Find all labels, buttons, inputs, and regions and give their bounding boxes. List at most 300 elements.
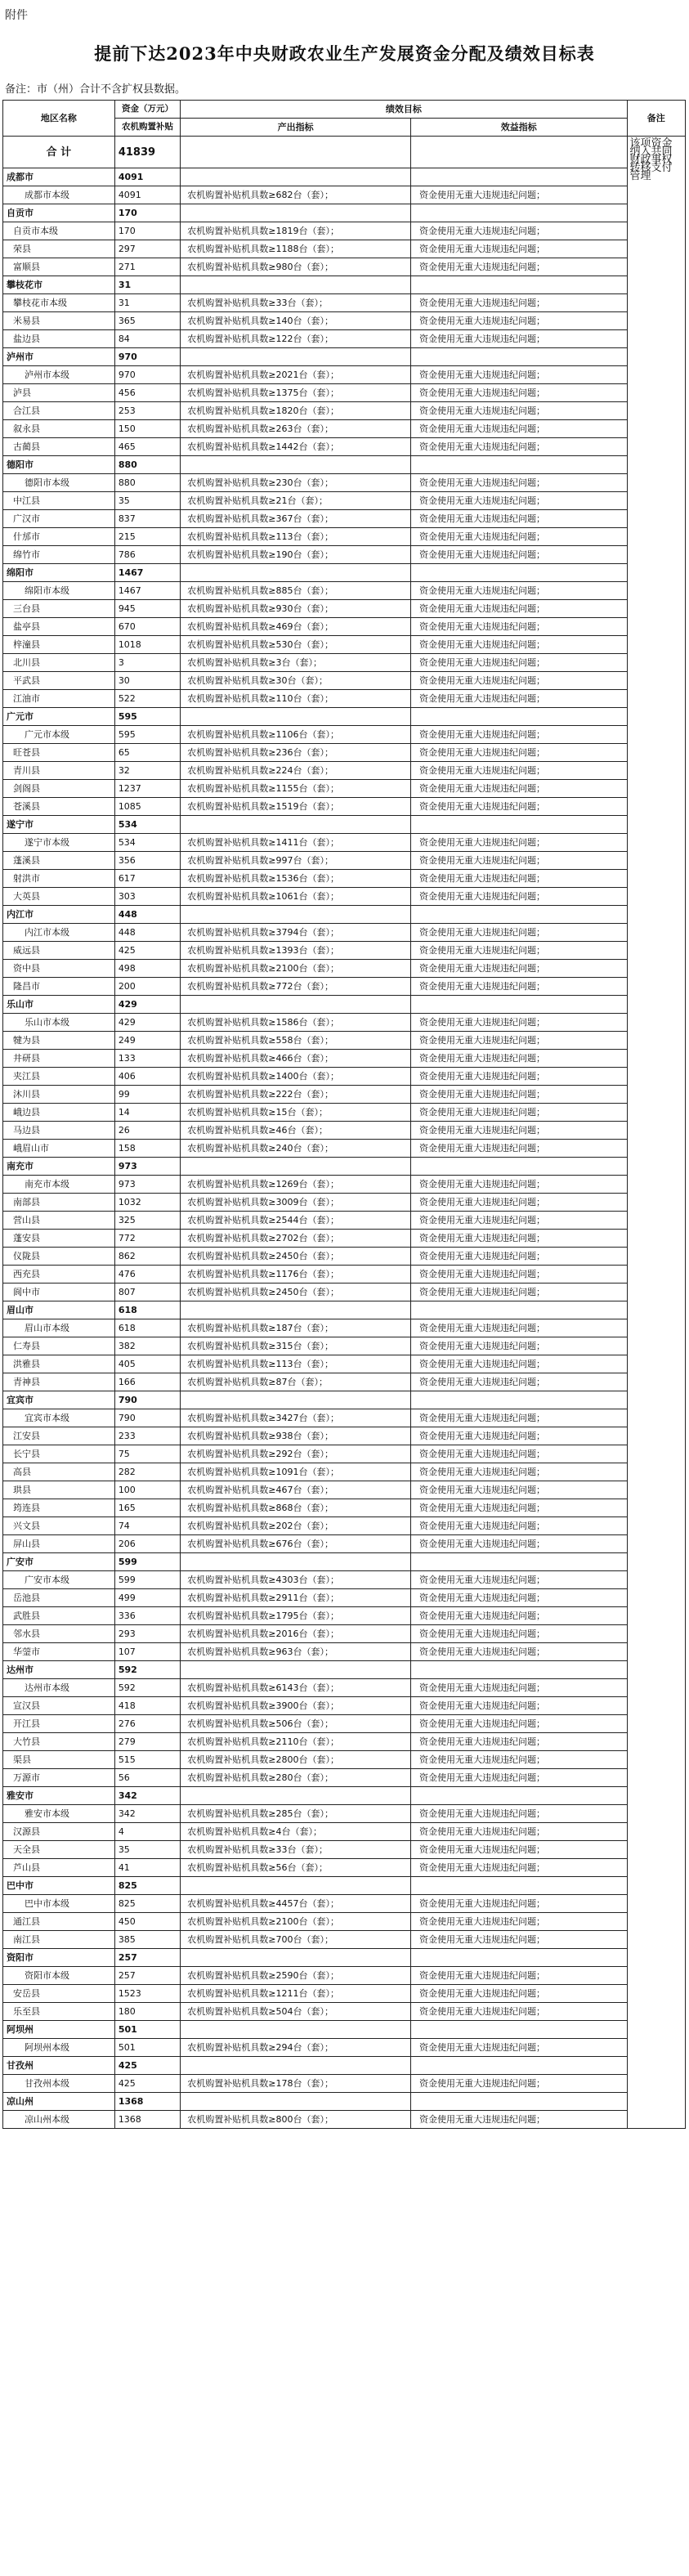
funds-amount: 382 (114, 1337, 180, 1355)
region-name: 乐至县 (3, 2003, 115, 2021)
county-row (3, 960, 686, 978)
output-indicator (181, 906, 411, 924)
city-row (3, 204, 686, 222)
funds-amount: 180 (114, 2003, 180, 2021)
funds-amount: 425 (114, 942, 180, 960)
region-name: 马边县 (3, 1122, 115, 1140)
county-row (3, 1032, 686, 1050)
output-indicator: 农机购置补贴机具数≥224台（套）； (181, 762, 411, 780)
region-name: 古蔺县 (3, 438, 115, 456)
region-name: 自贡市 (3, 204, 115, 222)
output-indicator: 农机购置补贴机具数≥2100台（套）； (181, 960, 411, 978)
output-indicator (181, 1301, 411, 1319)
region-name: 合江县 (3, 402, 115, 420)
output-indicator: 农机购置补贴机具数≥140台（套）； (181, 312, 411, 330)
county-row (3, 492, 686, 510)
region-name: 仪陇县 (3, 1248, 115, 1266)
city-row (3, 1301, 686, 1319)
county-row (3, 1284, 686, 1301)
funds-amount: 342 (114, 1805, 180, 1823)
funds-amount: 456 (114, 384, 180, 402)
output-indicator: 农机购置补贴机具数≥1188台（套）； (181, 240, 411, 258)
funds-amount: 945 (114, 600, 180, 618)
region-name: 蓬溪县 (3, 852, 115, 870)
funds-amount: 249 (114, 1032, 180, 1050)
county-row (3, 1212, 686, 1230)
effect-indicator (410, 348, 627, 366)
effect-indicator: 资金使用无重大违规违纪问题； (410, 942, 627, 960)
region-name: 平武县 (3, 672, 115, 690)
output-indicator: 农机购置补贴机具数≥1211台（套）； (181, 1985, 411, 2003)
region-name: 旺苍县 (3, 744, 115, 762)
output-indicator: 农机购置补贴机具数≥1519台（套）； (181, 798, 411, 816)
county-row (3, 582, 686, 600)
county-row (3, 1337, 686, 1355)
header-effect: 效益指标 (410, 119, 627, 137)
county-row (3, 510, 686, 528)
effect-indicator: 资金使用无重大违规违纪问题； (410, 2003, 627, 2021)
effect-indicator: 资金使用无重大违规违纪问题； (410, 2039, 627, 2057)
funds-amount: 336 (114, 1607, 180, 1625)
output-indicator (181, 2093, 411, 2111)
output-indicator: 农机购置补贴机具数≥506台（套）； (181, 1715, 411, 1733)
effect-indicator (410, 1158, 627, 1176)
county-row (3, 1571, 686, 1589)
county-row (3, 1355, 686, 1373)
effect-indicator: 资金使用无重大违规违纪问题； (410, 888, 627, 906)
county-row (3, 1931, 686, 1949)
funds-amount: 499 (114, 1589, 180, 1607)
region-name: 芦山县 (3, 1859, 115, 1877)
output-indicator: 农机购置补贴机具数≥263台（套）； (181, 420, 411, 438)
county-row (3, 744, 686, 762)
effect-indicator: 资金使用无重大违规违纪问题； (410, 438, 627, 456)
header-row-1 (3, 101, 686, 119)
county-row (3, 546, 686, 564)
funds-amount: 200 (114, 978, 180, 996)
county-row (3, 798, 686, 816)
region-name: 西充县 (3, 1266, 115, 1284)
county-row (3, 1751, 686, 1769)
region-name: 资阳市 (3, 1949, 115, 1967)
county-row (3, 1859, 686, 1877)
county-row (3, 1248, 686, 1266)
region-name: 岳池县 (3, 1589, 115, 1607)
output-indicator: 农机购置补贴机具数≥938台（套）； (181, 1427, 411, 1445)
region-name: 犍为县 (3, 1032, 115, 1050)
output-indicator (181, 1158, 411, 1176)
output-indicator: 农机购置补贴机具数≥1400台（套）； (181, 1068, 411, 1086)
funds-amount: 32 (114, 762, 180, 780)
output-indicator: 农机购置补贴机具数≥6143台（套）； (181, 1679, 411, 1697)
region-name: 资阳市本级 (3, 1967, 115, 1985)
funds-amount: 99 (114, 1086, 180, 1104)
funds-amount: 670 (114, 618, 180, 636)
region-name: 中江县 (3, 492, 115, 510)
region-name: 广元市本级 (3, 726, 115, 744)
region-name: 宜宾市本级 (3, 1409, 115, 1427)
region-name: 达州市本级 (3, 1679, 115, 1697)
region-name: 梓潼县 (3, 636, 115, 654)
output-indicator (181, 1949, 411, 1967)
effect-indicator: 资金使用无重大违规违纪问题； (410, 672, 627, 690)
total-row (3, 137, 686, 168)
funds-amount: 385 (114, 1931, 180, 1949)
output-indicator (181, 1553, 411, 1571)
output-indicator: 农机购置补贴机具数≥21台（套）； (181, 492, 411, 510)
city-row (3, 1158, 686, 1176)
region-name: 沐川县 (3, 1086, 115, 1104)
effect-indicator: 资金使用无重大违规违纪问题； (410, 1805, 627, 1823)
effect-indicator: 资金使用无重大违规违纪问题； (410, 1481, 627, 1499)
county-row (3, 1697, 686, 1715)
region-name: 万源市 (3, 1769, 115, 1787)
effect-indicator (410, 996, 627, 1014)
funds-amount: 599 (114, 1571, 180, 1589)
effect-indicator: 资金使用无重大违规违纪问题； (410, 618, 627, 636)
region-name: 成都市本级 (3, 186, 115, 204)
county-row (3, 1463, 686, 1481)
output-indicator: 农机购置补贴机具数≥1819台（套）； (181, 222, 411, 240)
funds-amount: 786 (114, 546, 180, 564)
region-name: 广汉市 (3, 510, 115, 528)
funds-amount: 170 (114, 204, 180, 222)
region-name: 长宁县 (3, 1445, 115, 1463)
funds-amount: 30 (114, 672, 180, 690)
funds-amount: 14 (114, 1104, 180, 1122)
effect-indicator: 资金使用无重大违规违纪问题； (410, 1985, 627, 2003)
funds-amount: 1085 (114, 798, 180, 816)
funds-amount: 233 (114, 1427, 180, 1445)
region-name: 巴中市 (3, 1877, 115, 1895)
effect-indicator: 资金使用无重大违规违纪问题； (410, 1931, 627, 1949)
funds-amount: 26 (114, 1122, 180, 1140)
county-row (3, 1967, 686, 1985)
funds-amount: 4091 (114, 186, 180, 204)
county-row (3, 1517, 686, 1535)
funds-amount: 1237 (114, 780, 180, 798)
effect-indicator: 资金使用无重大违规违纪问题； (410, 1032, 627, 1050)
remark-note: 该项资金纳入共同财政事权转移支付管理 (627, 137, 685, 2129)
effect-indicator: 资金使用无重大违规违纪问题； (410, 1068, 627, 1086)
effect-indicator: 资金使用无重大违规违纪问题； (410, 1571, 627, 1589)
region-name: 攀枝花市本级 (3, 294, 115, 312)
region-name: 阿坝州本级 (3, 2039, 115, 2057)
region-name: 德阳市本级 (3, 474, 115, 492)
effect-indicator: 资金使用无重大违规违纪问题； (410, 834, 627, 852)
city-row (3, 906, 686, 924)
region-name: 泸州市 (3, 348, 115, 366)
effect-indicator: 资金使用无重大违规违纪问题； (410, 1176, 627, 1194)
county-row (3, 1733, 686, 1751)
output-indicator (181, 708, 411, 726)
effect-indicator (410, 1553, 627, 1571)
funds-amount: 448 (114, 906, 180, 924)
region-name: 通江县 (3, 1913, 115, 1931)
funds-amount: 133 (114, 1050, 180, 1068)
output-indicator (181, 348, 411, 366)
funds-amount: 279 (114, 1733, 180, 1751)
county-row (3, 1122, 686, 1140)
effect-indicator: 资金使用无重大违规违纪问题； (410, 690, 627, 708)
funds-amount: 837 (114, 510, 180, 528)
output-indicator: 农机购置补贴机具数≥33台（套）； (181, 1841, 411, 1859)
effect-indicator (410, 1949, 627, 1967)
funds-amount: 825 (114, 1895, 180, 1913)
funds-amount: 4091 (114, 168, 180, 186)
funds-amount: 356 (114, 852, 180, 870)
output-indicator: 农机购置补贴机具数≥980台（套）； (181, 258, 411, 276)
funds-amount: 617 (114, 870, 180, 888)
effect-indicator: 资金使用无重大违规违纪问题； (410, 1697, 627, 1715)
region-name: 达州市 (3, 1661, 115, 1679)
region-name: 巴中市本级 (3, 1895, 115, 1913)
output-indicator: 农机购置补贴机具数≥202台（套）； (181, 1517, 411, 1535)
output-indicator: 农机购置补贴机具数≥2450台（套）； (181, 1284, 411, 1301)
effect-indicator: 资金使用无重大违规违纪问题； (410, 240, 627, 258)
funds-amount: 973 (114, 1176, 180, 1194)
output-indicator: 农机购置补贴机具数≥2021台（套）； (181, 366, 411, 384)
funds-amount: 35 (114, 492, 180, 510)
output-indicator: 农机购置补贴机具数≥15台（套）； (181, 1104, 411, 1122)
output-indicator (181, 2021, 411, 2039)
output-indicator (181, 1877, 411, 1895)
region-name: 兴文县 (3, 1517, 115, 1535)
effect-indicator: 资金使用无重大违规违纪问题； (410, 420, 627, 438)
region-name: 蓬安县 (3, 1230, 115, 1248)
effect-indicator: 资金使用无重大违规违纪问题； (410, 330, 627, 348)
effect-indicator (410, 276, 627, 294)
city-row (3, 456, 686, 474)
output-indicator: 农机购置补贴机具数≥30台（套）； (181, 672, 411, 690)
region-name: 什邡市 (3, 528, 115, 546)
county-row (3, 186, 686, 204)
county-row (3, 222, 686, 240)
funds-amount: 534 (114, 834, 180, 852)
county-row (3, 636, 686, 654)
region-name: 广安市本级 (3, 1571, 115, 1589)
funds-amount: 790 (114, 1391, 180, 1409)
region-name: 南江县 (3, 1931, 115, 1949)
county-row (3, 1409, 686, 1427)
funds-amount: 592 (114, 1679, 180, 1697)
county-row (3, 1194, 686, 1212)
effect-indicator: 资金使用无重大违规违纪问题； (410, 510, 627, 528)
region-name: 营山县 (3, 1212, 115, 1230)
effect-indicator: 资金使用无重大违规违纪问题； (410, 1427, 627, 1445)
effect-indicator: 资金使用无重大违规违纪问题； (410, 402, 627, 420)
effect-indicator: 资金使用无重大违规违纪问题； (410, 1859, 627, 1877)
output-indicator: 农机购置补贴机具数≥1176台（套）； (181, 1266, 411, 1284)
output-indicator: 农机购置补贴机具数≥113台（套）； (181, 1355, 411, 1373)
effect-indicator: 资金使用无重大违规违纪问题； (410, 870, 627, 888)
effect-indicator: 资金使用无重大违规违纪问题； (410, 528, 627, 546)
funds-amount: 522 (114, 690, 180, 708)
county-row (3, 2039, 686, 2057)
funds-amount: 790 (114, 1409, 180, 1427)
effect-indicator: 资金使用无重大违规违纪问题； (410, 492, 627, 510)
output-indicator: 农机购置补贴机具数≥1061台（套）； (181, 888, 411, 906)
region-name: 天全县 (3, 1841, 115, 1859)
county-row (3, 1319, 686, 1337)
county-row (3, 762, 686, 780)
region-name: 青神县 (3, 1373, 115, 1391)
output-indicator: 农机购置补贴机具数≥868台（套）； (181, 1499, 411, 1517)
region-name: 乐山市 (3, 996, 115, 1014)
effect-indicator (410, 2057, 627, 2075)
output-indicator: 农机购置补贴机具数≥87台（套）； (181, 1373, 411, 1391)
output-indicator: 农机购置补贴机具数≥2016台（套）； (181, 1625, 411, 1643)
effect-indicator: 资金使用无重大违规违纪问题； (410, 654, 627, 672)
output-indicator: 农机购置补贴机具数≥469台（套）； (181, 618, 411, 636)
region-name: 夹江县 (3, 1068, 115, 1086)
effect-indicator: 资金使用无重大违规违纪问题； (410, 1517, 627, 1535)
region-name: 绵阳市 (3, 564, 115, 582)
region-name: 泸州市本级 (3, 366, 115, 384)
region-name: 阆中市 (3, 1284, 115, 1301)
region-name: 苍溪县 (3, 798, 115, 816)
county-row (3, 1805, 686, 1823)
funds-amount: 772 (114, 1230, 180, 1248)
county-row (3, 924, 686, 942)
funds-amount: 253 (114, 402, 180, 420)
funds-amount: 501 (114, 2021, 180, 2039)
effect-indicator: 资金使用无重大违规违纪问题； (410, 1499, 627, 1517)
region-name: 南充市 (3, 1158, 115, 1176)
effect-indicator: 资金使用无重大违规违纪问题； (410, 1230, 627, 1248)
total-amount: 41839 (114, 137, 180, 168)
county-row (3, 366, 686, 384)
effect-indicator: 资金使用无重大违规违纪问题； (410, 726, 627, 744)
funds-amount: 271 (114, 258, 180, 276)
county-row (3, 888, 686, 906)
output-indicator (181, 1661, 411, 1679)
output-indicator: 农机购置补贴机具数≥236台（套）； (181, 744, 411, 762)
output-indicator: 农机购置补贴机具数≥963台（套）； (181, 1643, 411, 1661)
county-row (3, 870, 686, 888)
output-indicator: 农机购置补贴机具数≥1091台（套）； (181, 1463, 411, 1481)
output-indicator: 农机购置补贴机具数≥33台（套）； (181, 294, 411, 312)
effect-indicator: 资金使用无重大违规违纪问题； (410, 1841, 627, 1859)
county-row (3, 1176, 686, 1194)
output-indicator: 农机购置补贴机具数≥230台（套）； (181, 474, 411, 492)
county-row (3, 384, 686, 402)
effect-indicator: 资金使用无重大违规违纪问题； (410, 1212, 627, 1230)
region-name: 叙永县 (3, 420, 115, 438)
county-row (3, 1230, 686, 1248)
county-row (3, 420, 686, 438)
region-name: 甘孜州 (3, 2057, 115, 2075)
county-row (3, 2111, 686, 2129)
output-indicator: 农机购置补贴机具数≥2100台（套）； (181, 1913, 411, 1931)
output-indicator: 农机购置补贴机具数≥1442台（套）； (181, 438, 411, 456)
city-row (3, 1877, 686, 1895)
output-indicator: 农机购置补贴机具数≥997台（套）； (181, 852, 411, 870)
region-name: 大竹县 (3, 1733, 115, 1751)
region-name: 盐亭县 (3, 618, 115, 636)
output-indicator: 农机购置补贴机具数≥930台（套）； (181, 600, 411, 618)
effect-indicator (410, 456, 627, 474)
city-row (3, 708, 686, 726)
funds-amount: 429 (114, 1014, 180, 1032)
county-row (3, 1373, 686, 1391)
effect-indicator (410, 1391, 627, 1409)
funds-amount: 862 (114, 1248, 180, 1266)
county-row (3, 1715, 686, 1733)
funds-amount: 498 (114, 960, 180, 978)
region-name: 绵阳市本级 (3, 582, 115, 600)
funds-amount: 3 (114, 654, 180, 672)
effect-indicator: 资金使用无重大违规违纪问题； (410, 762, 627, 780)
effect-indicator: 资金使用无重大违规违纪问题； (410, 1355, 627, 1373)
effect-indicator: 资金使用无重大违规违纪问题； (410, 1463, 627, 1481)
output-indicator (181, 168, 411, 186)
region-name: 威远县 (3, 942, 115, 960)
funds-amount: 465 (114, 438, 180, 456)
output-indicator: 农机购置补贴机具数≥367台（套）； (181, 510, 411, 528)
effect-indicator: 资金使用无重大违规违纪问题； (410, 1607, 627, 1625)
region-name: 射洪市 (3, 870, 115, 888)
region-name: 高县 (3, 1463, 115, 1481)
region-name: 剑阁县 (3, 780, 115, 798)
region-name: 内江市 (3, 906, 115, 924)
effect-indicator: 资金使用无重大违规违纪问题； (410, 1050, 627, 1068)
effect-indicator: 资金使用无重大违规违纪问题； (410, 312, 627, 330)
region-name: 邻水县 (3, 1625, 115, 1643)
county-row (3, 1427, 686, 1445)
output-indicator: 农机购置补贴机具数≥1269台（套）； (181, 1176, 411, 1194)
header-region: 地区名称 (3, 101, 115, 137)
funds-amount: 1368 (114, 2111, 180, 2129)
header-output: 产出指标 (181, 119, 411, 137)
effect-indicator: 资金使用无重大违规违纪问题； (410, 1967, 627, 1985)
header-funds-sub: 农机购置补贴 (114, 119, 180, 137)
effect-indicator: 资金使用无重大违规违纪问题； (410, 1913, 627, 1931)
output-indicator: 农机购置补贴机具数≥530台（套）； (181, 636, 411, 654)
funds-amount: 618 (114, 1319, 180, 1337)
effect-indicator (410, 168, 627, 186)
region-name: 乐山市本级 (3, 1014, 115, 1032)
effect-indicator (410, 708, 627, 726)
region-name: 宜宾市 (3, 1391, 115, 1409)
header-performance: 绩效目标 (181, 101, 627, 119)
effect-indicator: 资金使用无重大违规违纪问题； (410, 1122, 627, 1140)
funds-amount: 276 (114, 1715, 180, 1733)
effect-indicator: 资金使用无重大违规违纪问题； (410, 1589, 627, 1607)
output-indicator: 农机购置补贴机具数≥1106台（套）； (181, 726, 411, 744)
city-row (3, 276, 686, 294)
output-indicator: 农机购置补贴机具数≥467台（套）； (181, 1481, 411, 1499)
output-indicator (181, 456, 411, 474)
effect-indicator (410, 204, 627, 222)
effect-indicator: 资金使用无重大违规违纪问题； (410, 852, 627, 870)
county-row (3, 726, 686, 744)
effect-indicator: 资金使用无重大违规违纪问题； (410, 1445, 627, 1463)
effect-indicator: 资金使用无重大违规违纪问题； (410, 474, 627, 492)
region-name: 渠县 (3, 1751, 115, 1769)
effect-indicator: 资金使用无重大违规违纪问题； (410, 1014, 627, 1032)
funds-amount: 592 (114, 1661, 180, 1679)
funds-amount: 365 (114, 312, 180, 330)
funds-amount: 1018 (114, 636, 180, 654)
effect-indicator: 资金使用无重大违规违纪问题； (410, 2111, 627, 2129)
county-row (3, 1841, 686, 1859)
region-name: 江安县 (3, 1427, 115, 1445)
region-name: 南部县 (3, 1194, 115, 1212)
output-indicator: 农机购置补贴机具数≥178台（套）； (181, 2075, 411, 2093)
city-row (3, 1661, 686, 1679)
effect-indicator: 资金使用无重大违规违纪问题； (410, 600, 627, 618)
